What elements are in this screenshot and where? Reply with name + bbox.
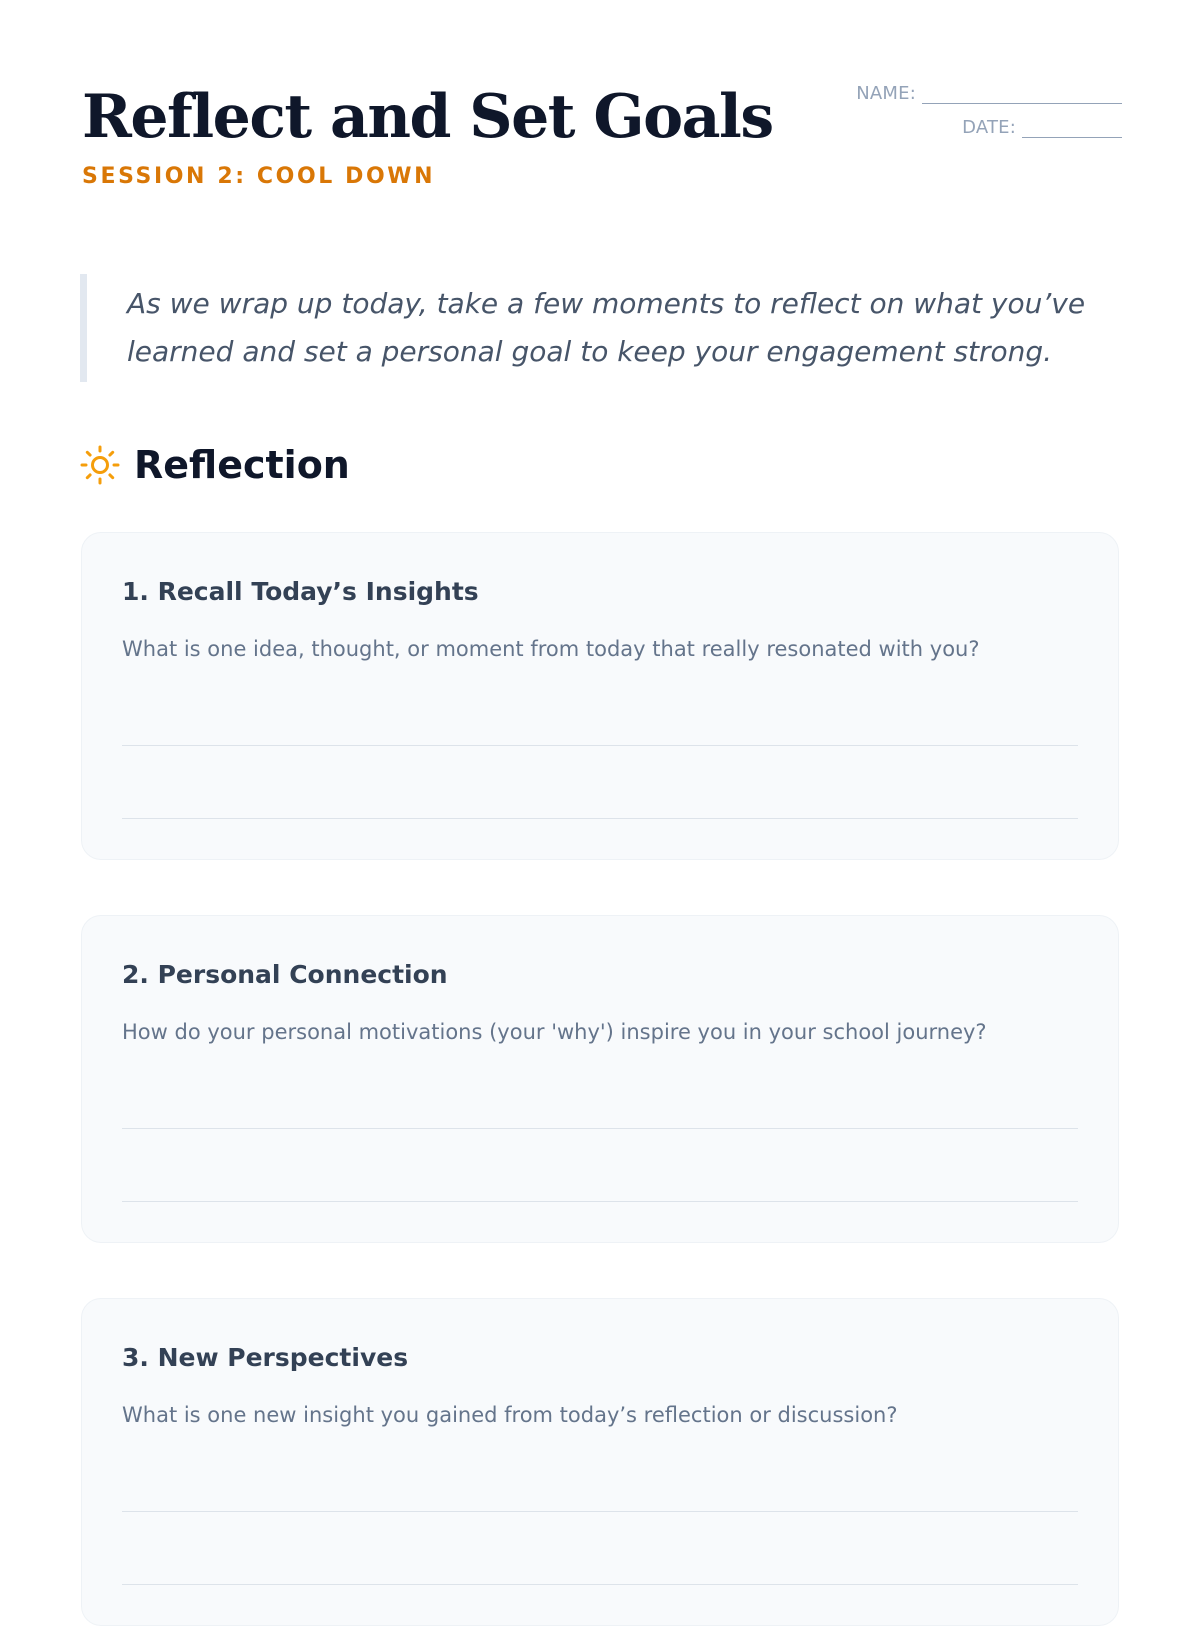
page-title: Reflect and Set Goals bbox=[82, 82, 773, 152]
question-prompt: What is one new insight you gained from today’s reflection or discussion? bbox=[122, 1403, 898, 1427]
date-field[interactable] bbox=[1022, 119, 1122, 138]
answer-line[interactable] bbox=[122, 1584, 1078, 1585]
name-label: NAME: bbox=[856, 83, 916, 104]
question-title: 3. New Perspectives bbox=[122, 1343, 409, 1372]
session-subtitle: SESSION 2: COOL DOWN bbox=[82, 164, 436, 189]
question-card-3 bbox=[81, 1298, 1119, 1626]
name-date-block bbox=[762, 80, 1122, 148]
sun-icon bbox=[80, 445, 120, 485]
answer-line[interactable] bbox=[122, 1511, 1078, 1512]
question-card-2 bbox=[81, 915, 1119, 1243]
answer-line[interactable] bbox=[122, 1201, 1078, 1202]
answer-line[interactable] bbox=[122, 745, 1078, 746]
date-row bbox=[762, 114, 1122, 138]
section-title: Reflection bbox=[134, 443, 350, 487]
answer-line[interactable] bbox=[122, 818, 1078, 819]
name-row bbox=[762, 80, 1122, 104]
question-title: 1. Recall Today’s Insights bbox=[122, 577, 479, 606]
question-title: 2. Personal Connection bbox=[122, 960, 448, 989]
question-prompt: What is one idea, thought, or moment from today that really resonated with you? bbox=[122, 637, 980, 661]
intro-quote: As we wrap up today, take a few moments to reflect on what you’ve learned and set a personal goal to keep your engagement strong. bbox=[80, 274, 1127, 382]
question-prompt: How do your personal motivations (your 'why') inspire you in your school journey? bbox=[122, 1020, 987, 1044]
question-card-1 bbox=[81, 532, 1119, 860]
date-label: DATE: bbox=[962, 117, 1016, 138]
section-header bbox=[80, 440, 350, 490]
name-field[interactable] bbox=[922, 85, 1122, 104]
answer-line[interactable] bbox=[122, 1128, 1078, 1129]
